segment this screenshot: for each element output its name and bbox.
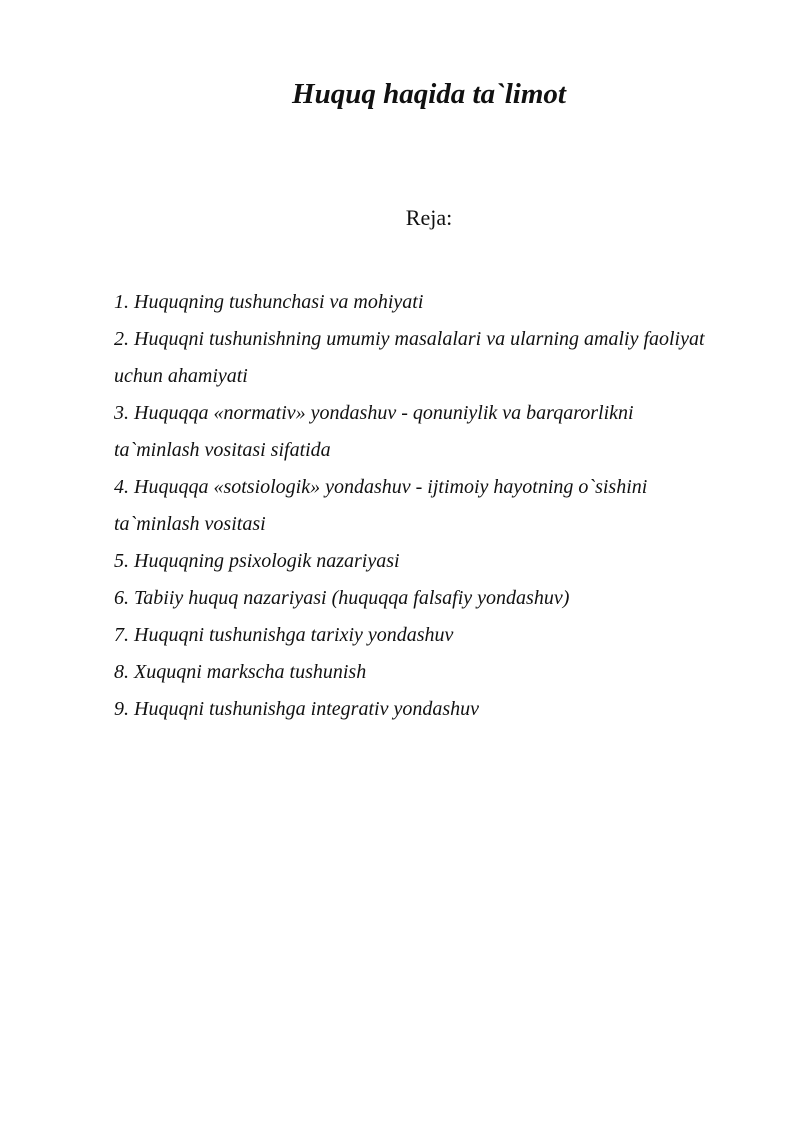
plan-heading: Reja: <box>405 205 453 230</box>
plan-item-6: 6. Tabiiy huquq nazariyasi (huquqqa falsafiy yondashuv) <box>114 587 570 609</box>
plan-item-9: 9. Huquqni tushunishga integrativ yondashuv <box>114 698 479 720</box>
plan-item-7: 7. Huquqni tushunishga tarixiy yondashuv <box>114 624 454 646</box>
plan-item-5: 5. Huquqning psixologik nazariyasi <box>114 550 400 572</box>
plan-item-1: 1. Huquqning tushunchasi va mohiyati <box>114 291 424 313</box>
plan-item-3: 3. Huquqqa «normativ» yondashuv - qonuniylik va barqarorlikni ta`minlash vositasi sifatida <box>114 402 634 461</box>
document-title: Huquq haqida ta`limot <box>292 78 566 110</box>
plan-item-2: 2. Huquqni tushunishning umumiy masalalari va ularning amaliy faoliyat uchun ahamiyati <box>114 328 705 387</box>
plan-item-8: 8. Xuquqni markscha tushunish <box>114 661 367 683</box>
plan-item-4: 4. Huquqqa «sotsiologik» yondashuv - ijtimoiy hayotning o`sishini ta`minlash vositasi <box>114 476 648 535</box>
plan-list <box>114 284 714 728</box>
